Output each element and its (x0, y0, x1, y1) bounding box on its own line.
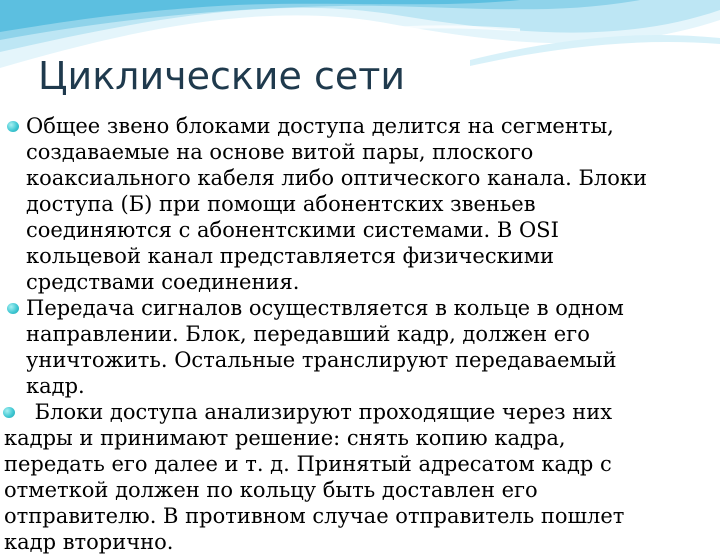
bullet-line: соединяются с абонентскими системами. В OSI (26, 218, 559, 242)
bullet-line: отметкой должен по кольцу быть доставлен его (4, 478, 538, 502)
bullet-item-1 (0, 113, 720, 295)
slide-body (0, 113, 720, 555)
bullet-item-3 (0, 399, 720, 555)
bullet-marker-icon (7, 303, 19, 314)
bullet-line: уничтожить. Остальные транслируют передаваемый (26, 348, 617, 372)
bullet-line: средствами соединения. (26, 270, 300, 294)
bullet-line: передать его далее и т. д. Принятый адресатом кадр с (4, 452, 612, 476)
bullet-line: Общее звено блоками доступа делится на сегменты, (26, 114, 614, 138)
bullet-line: создаваемые на основе витой пары, плоского (26, 140, 534, 164)
bullet-line: кадр вторично. (4, 530, 174, 554)
bullet-line: кадр. (26, 374, 85, 398)
bullet-marker-icon (7, 121, 19, 132)
bullet-line-text: Блоки доступа анализируют проходящие через них (28, 400, 613, 424)
bullet-item-2 (0, 295, 720, 399)
bullet-marker-icon (3, 407, 15, 418)
slide-title: Циклические сети (38, 54, 406, 98)
bullet-line: кадры и принимают решение: снять копию кадра, (4, 426, 566, 450)
bullet-line: Передача сигналов осуществляется в кольце в одном (26, 296, 624, 320)
bullet-line: отправителю. В противном случае отправитель пошлет (4, 504, 625, 528)
bullet-line: кольцевой канал представляется физическими (26, 244, 555, 268)
bullet-line: коаксиального кабеля либо оптического канала. Блоки (26, 166, 648, 190)
bullet-line (0, 399, 720, 425)
bullet-line: доступа (Б) при помощи абонентских звеньев (26, 192, 536, 216)
bullet-line: направлении. Блок, передавший кадр, должен его (26, 322, 590, 346)
